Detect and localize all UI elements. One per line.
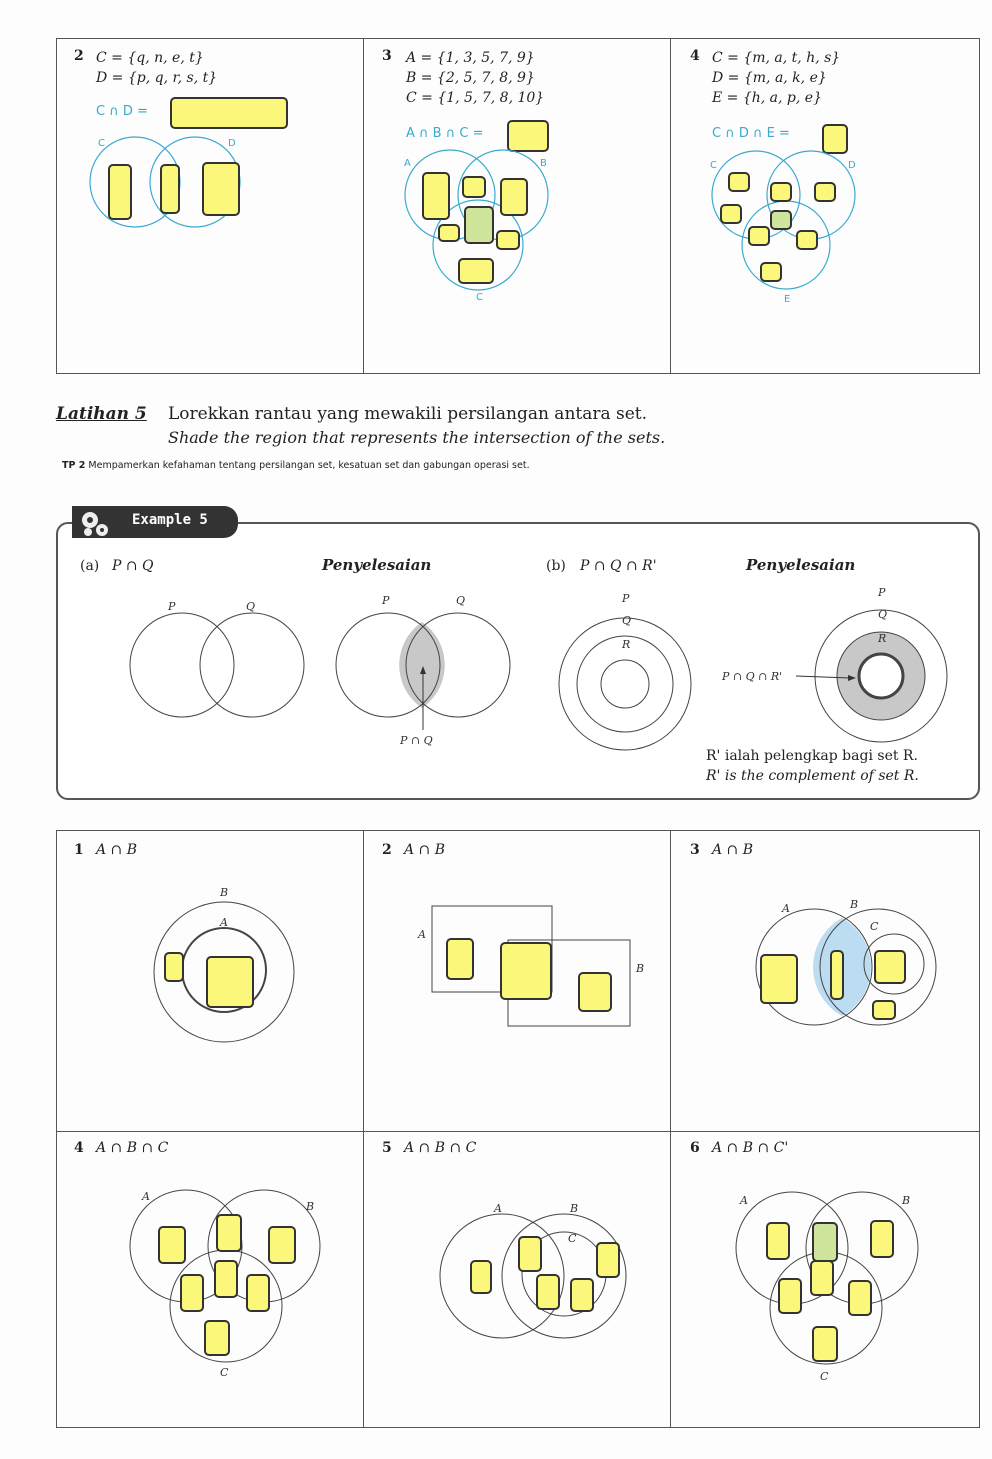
q2b-expression: A ∩ B [404,842,446,858]
q5-region-abc-box[interactable] [536,1274,560,1310]
q3b-label-c: C [870,920,879,933]
example-b-sol-label-q: Q [878,608,888,621]
example-b-sol-label-p: P [878,586,886,599]
q3b-region-b-box[interactable] [872,1000,896,1020]
q4b-region-bc-box[interactable] [246,1274,270,1312]
q3b-expression: A ∩ B [712,842,754,858]
example-b-sol-label-r: R [878,632,887,645]
question-grid-vdivider-1 [363,830,364,1428]
q3b-label-b: B [850,898,859,911]
q4b-label-b: B [306,1200,315,1213]
q6-label-a: A [740,1194,748,1207]
q6-region-b-box[interactable] [870,1220,894,1258]
q2-set-c: C = {q, n, e, t} [96,50,204,66]
q3-label-c: C [476,292,483,303]
q3b-region-c-box[interactable] [874,950,906,984]
q4-region-de-box[interactable] [796,230,818,250]
q4b-label-a: A [142,1190,150,1203]
q3b-region-ab-box[interactable] [830,950,844,1000]
q2-number: 2 [74,48,84,64]
q2b-region-b-box[interactable] [578,972,612,1012]
q4b-region-abc-box[interactable] [214,1260,238,1298]
example-a-label-p: P [168,600,176,613]
example-b-venn [552,590,702,750]
example-note-en: R' is the complement of set R. [706,768,919,784]
q3-label-b: B [540,158,547,169]
example-b-label: (b) [546,558,566,574]
q3-set-c: C = {1, 5, 7, 8, 10} [406,90,545,106]
example-a-label-q: Q [246,600,256,613]
exercise-instruction-en: Shade the region that represents the intersection of the sets. [168,428,666,447]
example-a-sol-label-p: P [382,594,390,607]
exercise-title: Latihan 5 [56,404,147,424]
q1-expression: A ∩ B [96,842,138,858]
q4-label-d: D [848,160,856,171]
q3-expression: A ∩ B ∩ C = [406,126,484,141]
question-grid-vdivider-2 [670,830,671,1428]
example-a-sol-label-q: Q [456,594,466,607]
q2-answer-box[interactable] [170,97,288,129]
example-b-label-p: P [622,592,630,605]
example-b-answer: P ∩ Q ∩ R' [722,670,783,683]
q1-region-b-box[interactable] [164,952,184,982]
q6-region-bc-box[interactable] [848,1280,872,1316]
q4b-number: 4 [74,1140,84,1156]
q2-region-cd-box[interactable] [160,164,180,214]
q3-region-c-box[interactable] [458,258,494,284]
q3b-label-a: A [782,902,790,915]
q3-set-b: B = {2, 5, 7, 8, 9} [406,70,535,86]
q2-expression: C ∩ D = [96,104,148,119]
q5-region-ab-box[interactable] [518,1236,542,1272]
q4-region-cd-box[interactable] [770,182,792,202]
q4b-region-b-box[interactable] [268,1226,296,1264]
q3-region-ac-box[interactable] [438,224,460,242]
q2b-label-b: B [636,962,645,975]
example-a-label: (a) [80,558,100,574]
q3-region-b-box[interactable] [500,178,528,216]
q3b-number: 3 [690,842,700,858]
q4-region-cde-box[interactable] [770,210,792,230]
q6-region-ac-box[interactable] [778,1278,802,1314]
tp-text: Mempamerkan kefahaman tentang persilangan set, kesatuan set dan gabungan operasi set. [88,460,530,471]
q4b-region-a-box[interactable] [158,1226,186,1264]
q2-region-c-box[interactable] [108,164,132,220]
example-a-venn [112,590,312,730]
q3-region-ab-box[interactable] [462,176,486,198]
top-grid-divider-2 [670,38,671,374]
example-b-label-r: R [622,638,631,651]
q1-label-a: A [220,916,228,929]
q5-label-a: A [494,1202,502,1215]
q3-set-a: A = {1, 3, 5, 7, 9} [406,50,535,66]
tp-line [62,460,530,471]
tp-label: TP 2 [62,460,86,471]
example-b-label-q: Q [622,614,632,627]
q4-region-e-box[interactable] [760,262,782,282]
q4-set-c: C = {m, a, t, h, s} [712,50,841,66]
q2-label-c: C [98,138,105,149]
q6-label-c: C [820,1370,829,1383]
q1-label-b: B [220,886,229,899]
q5-number: 5 [382,1140,392,1156]
q4-label-e: E [784,294,791,305]
q2b-number: 2 [382,842,392,858]
q6-label-b: B [902,1194,911,1207]
q1-number: 1 [74,842,84,858]
q4-region-ce-box[interactable] [748,226,770,246]
q5-region-b-box[interactable] [596,1242,620,1278]
q1-region-a-box[interactable] [206,956,254,1008]
q4-region-c-only-box[interactable] [720,204,742,224]
q4-region-c-box[interactable] [728,172,750,192]
q4b-region-ac-box[interactable] [180,1274,204,1312]
q3b-region-a-box[interactable] [760,954,798,1004]
q4b-label-c: C [220,1366,229,1379]
question-grid-hdivider [56,1131,980,1132]
example-a-expr: P ∩ Q [112,558,154,574]
q6-region-ab-box[interactable] [812,1222,838,1262]
q3-region-bc-box[interactable] [496,230,520,250]
q5-expression: A ∩ B ∩ C [404,1140,477,1156]
example-b-expr: P ∩ Q ∩ R' [580,558,657,574]
q4-expression: C ∩ D ∩ E = [712,126,790,141]
example-b-solution-label: Penyelesaian [746,556,856,574]
example-a-solution-venn [324,590,534,755]
q6-region-c-box[interactable] [812,1326,838,1362]
example-note-ms: R' ialah pelengkap bagi set R. [706,748,918,764]
q4-label-c: C [710,160,717,171]
example-a-answer: P ∩ Q [400,734,433,747]
q4b-region-c-box[interactable] [204,1320,230,1356]
q6-number: 6 [690,1140,700,1156]
exercise-instruction-ms: Lorekkan rantau yang mewakili persilangan antara set. [168,404,648,424]
q6-expression: A ∩ B ∩ C' [712,1140,789,1156]
q3-label-a: A [404,158,411,169]
q3-number: 3 [382,48,392,64]
q5-region-bc-box[interactable] [570,1278,594,1312]
q3-region-abc-box[interactable] [464,206,494,244]
q3-answer-box[interactable] [507,120,549,152]
q4-region-d-box[interactable] [814,182,836,202]
q4b-region-ab-box[interactable] [216,1214,242,1252]
q5-label-b: B [570,1202,579,1215]
q5-region-a-box[interactable] [470,1260,492,1294]
example-b-solution-venn [718,580,958,740]
q2-label-d: D [228,138,236,149]
q6-region-abc-box[interactable] [810,1260,834,1296]
example-a-solution-label: Penyelesaian [322,556,432,574]
q2b-region-ab-box[interactable] [500,942,552,1000]
q2b-label-a: A [418,928,426,941]
gear-icon [78,508,112,538]
q2-set-d: D = {p, q, r, s, t} [96,70,218,86]
q4-number: 4 [690,48,700,64]
q3-region-a-box[interactable] [422,172,450,220]
top-grid-divider-1 [363,38,364,374]
example-badge-label: Example 5 [132,512,208,528]
q4-set-d: D = {m, a, k, e} [712,70,827,86]
q2-region-d-box[interactable] [202,162,240,216]
q2b-region-a-box[interactable] [446,938,474,980]
q4b-expression: A ∩ B ∩ C [96,1140,169,1156]
q5-label-c: C [568,1232,577,1245]
q6-region-a-box[interactable] [766,1222,790,1260]
q4-set-e: E = {h, a, p, e} [712,90,822,106]
